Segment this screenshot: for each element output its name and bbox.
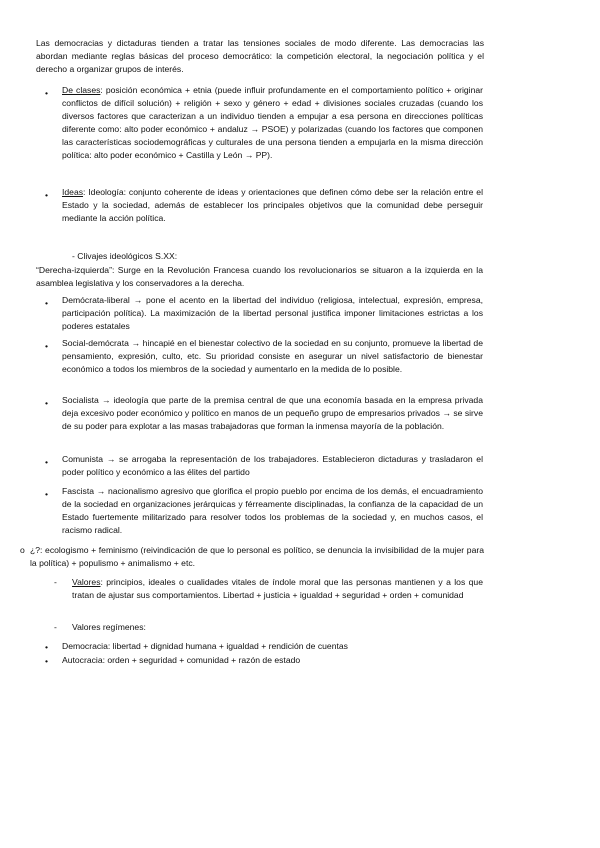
derecha-izquierda-paragraph: “Derecha-izquierda”: Surge en la Revolución Francesa cuando los revolucionarios se situaron a la izquierda en la asamblea legislativa y los conservadores a la derecha.	[36, 265, 483, 288]
ideology-comunista: Comunista → se arrogaba la representación de los trabajadores. Establecieron dictaduras y trasladaron el poder político y económico a las élites del partido	[62, 454, 483, 477]
valores-item	[72, 576, 483, 602]
ideology-socialista: Socialista → ideología que parte de la premisa central de que una economía basada en la empresa privada deja excesivo poder económico y político en manos de un pequeño grupo de empresarios privados → se sirve de su poder para explotar a las masas trabajadoras que forman la inmensa mayoría de la población.	[62, 395, 483, 431]
circle-marker: o	[20, 545, 25, 555]
ideology-demoliberal: Demócrata-liberal → pone el acento en la libertad del individuo (religiosa, intelectual, expresión, empresa, participación política). La maximización de la libertad personal justifica imponer limitaciones estrictas a los poderes estatales	[62, 295, 483, 331]
otros-clivajes-paragraph: ¿?: ecologismo + feminismo (reivindicación de que lo personal es político, se denuncia la invisibilidad de la mujer para la política) + populismo + animalismo + etc.	[30, 545, 484, 568]
ideology-fascista: Fascista → nacionalismo agresivo que glorifica el propio pueblo por encima de los demás, el encuadramiento de la sociedad en organizaciones jerárquicas y férreamente disciplinadas, la confianza de la capacidad de un Estado fuertemente militarizado para resolver todos los problemas de la sociedad y, en muchos casos, el racismo radical.	[62, 486, 483, 535]
valores-text: : principios, ideales o cualidades vitales de índole moral que las personas mantienen y a los que tratan de ajustar sus comportamientos. Libertad + justicia + igualdad + seguridad + orden + comunidad	[72, 577, 483, 600]
regime-democracia: Democracia: libertad + dignidad humana + igualdad + rendición de cuentas	[62, 641, 348, 651]
clases-text: : posición económica + etnia (puede influir profundamente en el comportamiento político + originar conflictos de difícil solución) + religión + sexo y género + edad + divisiones sociales cruzadas (cuando los diversos factores que caracterizan a un individuo tienden a empujar a esa persona en direcciones políticas diferente como: alto poder económico + andaluz → PSOE) y polarizadas (cuando los factores que componen las características sociodemográficas y culturales de una persona tienden a empujarla en la misma dirección política: alto poder económico + Castilla y León → PP).	[62, 85, 483, 160]
ideas-item	[62, 186, 483, 225]
bullet-marker: •	[45, 190, 49, 200]
ideas-label: Ideas	[62, 187, 84, 197]
valores-label: Valores	[72, 577, 101, 587]
dash-marker: -	[54, 622, 57, 632]
regime-autocracia: Autocracia: orden + seguridad + comunidad + razón de estado	[62, 655, 301, 665]
bullet-marker: •	[45, 656, 49, 666]
bullet-marker: •	[45, 341, 49, 351]
bullet-marker: •	[45, 489, 49, 499]
valores-regimenes-heading: Valores regímenes:	[72, 622, 146, 632]
bullet-marker: •	[45, 398, 49, 408]
dash-marker: -	[54, 577, 57, 587]
ideology-socialdemocrata: Social-demócrata → hincapié en el bienestar colectivo de la sociedad en su conjunto, promueve la libertad de pensamiento, expresión, culto, etc. Su prioridad consiste en asegurar un nivel satisfactorio de bienestar económico a todos los miembros de la sociedad y aumentarlo en la medida de lo posible.	[62, 338, 483, 374]
bullet-marker: •	[45, 298, 49, 308]
intro-paragraph: Las democracias y dictaduras tienden a tratar las tensiones sociales de modo diferente. Las democracias las abordan mediante reglas básicas del proceso democrático: la competición electoral, la negociación política y el derecho a organizar grupos de interés.	[36, 38, 484, 74]
bullet-marker: •	[45, 457, 49, 467]
clivajes-heading: - Clivajes ideológicos S.XX:	[72, 251, 178, 261]
ideas-text: : Ideología: conjunto coherente de ideas y orientaciones que definen cómo debe ser la relación entre el Estado y la sociedad, además de establecer los principales objetivos que la comunidad debe perseguir mediante la acción política.	[62, 187, 483, 223]
clases-item	[62, 84, 483, 162]
bullet-marker: •	[45, 88, 49, 98]
bullet-marker: •	[45, 642, 49, 652]
clases-label: De clases	[62, 85, 101, 95]
